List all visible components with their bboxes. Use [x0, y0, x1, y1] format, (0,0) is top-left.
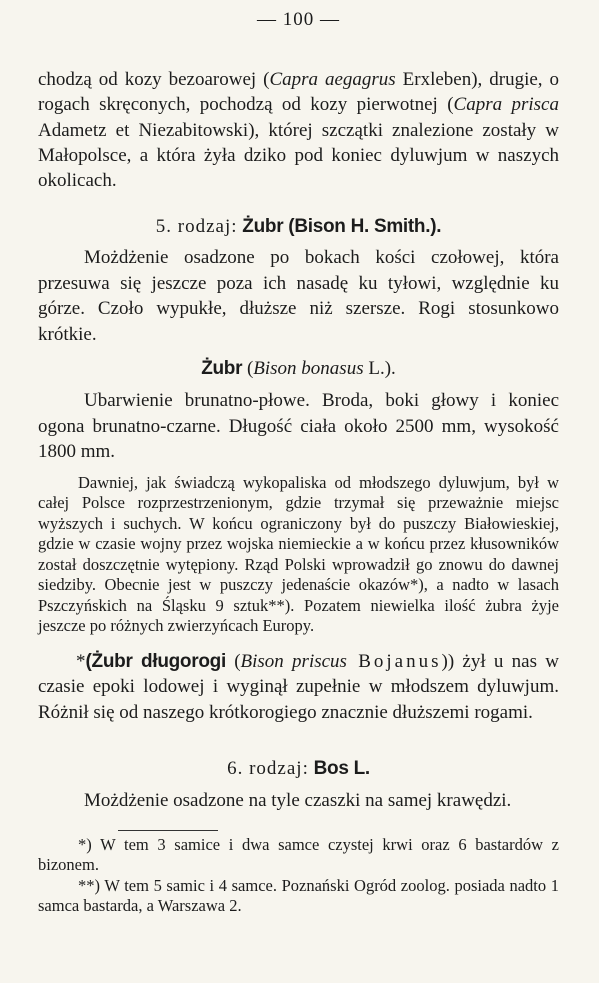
- page-number: — 100 —: [257, 9, 340, 30]
- paragraph-coloration: Ubarwienie brunatno-płowe. Broda, boki głowy i koniec ogona brunatno-czarne. Długość ciała około 2500 mm, wysokość 1800 mm.: [38, 390, 559, 463]
- species-heading-bison-bonasus: Żubr (Bison bonasus L.).: [201, 358, 396, 380]
- footnote-2: **) W tem 5 samic i 4 samce. Poznański Ogród zoolog. posiada nadto 1 samca bastarda, a Warszawa 2.: [38, 875, 559, 916]
- genus-heading-6: 6. rodzaj: Bos L.: [227, 758, 370, 780]
- paragraph-goat-origins: chodzą od kozy bezoarowej (Capra aegagrus Erxleben), drugie, o rogach skręconych, pochodzą od kozy pierwotnej (Capra prisca Adametz et Niezabitowski), której szczątki znalezione zostały w Małopolsce, a która żyła dziko pod koniec dyluwjum w naszych okolicach.: [38, 69, 559, 192]
- genus-name: Żubr (Bison H. Smith.).: [242, 216, 442, 238]
- paragraph-bos-description: Możdżenie osadzone na tyle czaszki na samej krawędzi.: [84, 790, 512, 812]
- genus-name: Bos L.: [313, 758, 370, 780]
- paragraph-bison-description: Możdżenie osadzone po bokach kości czołowej, która przesuwa się jeszcze poza ich nasadę ku tyłowi, względnie ku górze. Czoło wypukłe, dłuższe niż szersze. Rogi stosunkowo krótkie.: [38, 247, 559, 345]
- paragraph-bison-priscus: *(Żubr długorogi (Bison priscus Bojanus)) żył u nas w czasie epoki lodowej i wyginął zupełnie w młodszem dyluwjum. Różnił się od naszego krótkorogiego znacznie dłuższemi rogami.: [38, 650, 559, 723]
- footnote-divider: [118, 830, 218, 831]
- paragraph-history: Dawniej, jak świadczą wykopaliska od młodszego dyluwjum, był w całej Polsce rozprzestrzenionym, gdzie trzymał się przeważnie miejsc wyższych i suchych. W końcu ograniczony był do puszczy Białowieskiej, gdzie w czasie wojny przez wojska niemieckie a w końcu przez kłusowników został doszczętnie wytępiony. Rząd Polski wprowadził go znowu do dawnej siedziby. Obecnie jest w puszczy jedenaście okazów*), a nadto w lasach Pszczyńskich na Śląsku 9 sztuk**). Pozatem niewielka ilość żubra żyje jeszcze po różnych zwierzyńcach Europy.: [38, 472, 559, 636]
- footnote-1: *) W tem 3 samice i dwa samce czystej krwi oraz 6 bastardów z bizonem.: [38, 834, 559, 875]
- genus-heading-5: 5. rodzaj: Żubr (Bison H. Smith.).: [155, 216, 442, 238]
